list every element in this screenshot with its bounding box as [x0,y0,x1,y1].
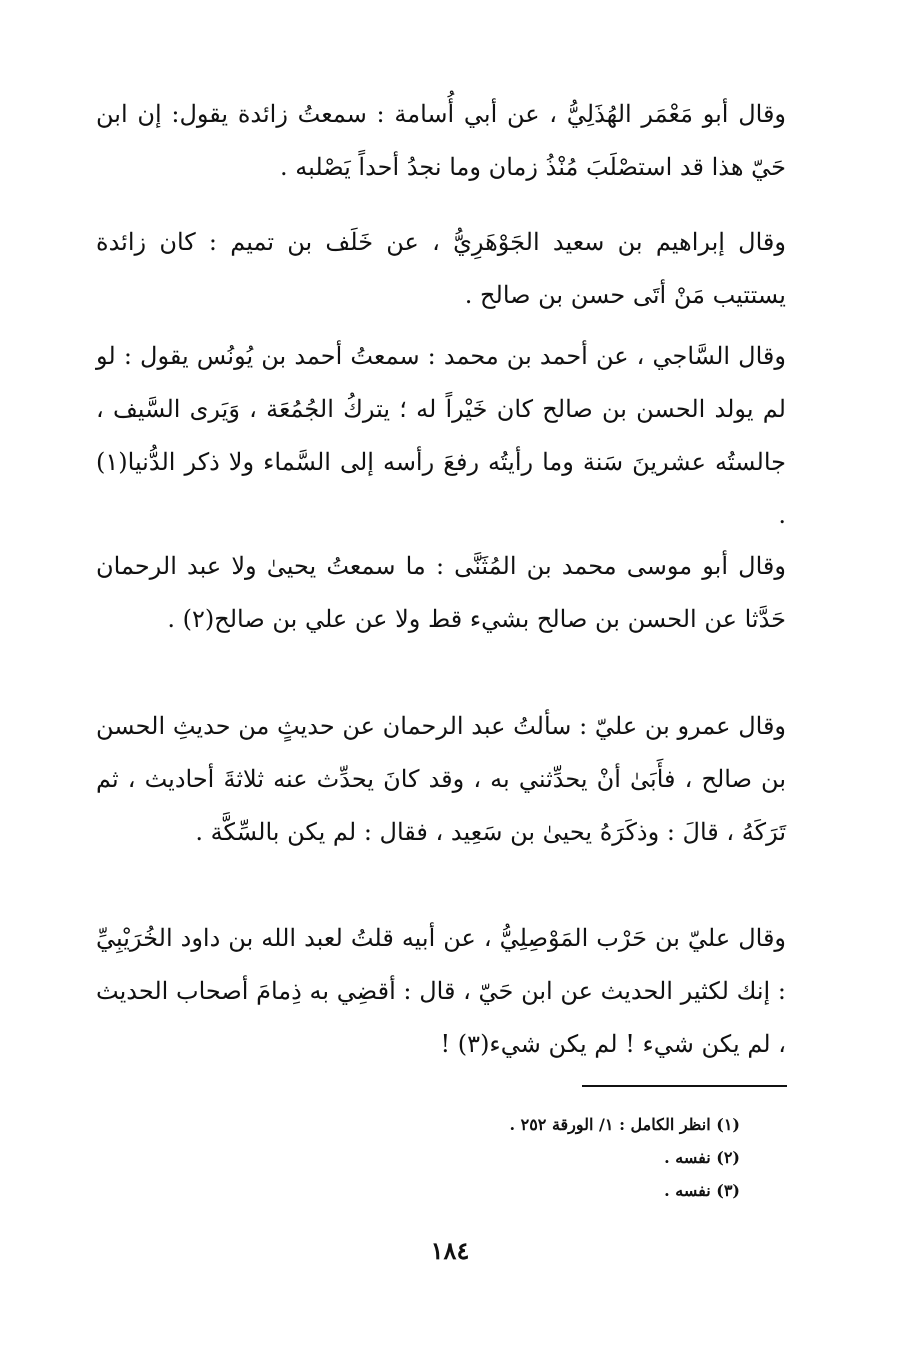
footnote-divider [582,1085,787,1087]
footnotes [300,1108,740,1207]
paragraph-5 [96,700,786,859]
paragraph-6 [96,912,786,1071]
paragraph-1 [96,88,786,194]
paragraph-text: وقال السَّاجي ، عن أحمد بن محمد : سمعتُ أحمد بن يُونُس يقول : لو لم يولد الحسن بن صالح كان خَيْراً له ؛ يتركُ الجُمُعَة ، وَيَرى السَّيف ، جالستُه عشرينَ سَنة وما رأيتُه رفعَ رأسه إلى السَّماء ولا ذكر الدُّنيا(١) . [96,342,786,529]
paragraph-text: وقال إبراهيم بن سعيد الجَوْهَرِيُّ ، عن خَلَف بن تميم : كان زائدة يستتيب مَنْ أتَى حسن بن صالح . [96,228,786,309]
paragraph-text: وقال عليّ بن حَرْب المَوْصِلِيُّ ، عن أبيه قلتُ لعبد الله بن داود الخُرَيْبِيِّ : إنك لكثير الحديث عن ابن حَيّ ، قال : أقضِي به ذِمامَ أصحاب الحديث ، لم يكن شيء ! لم يكن شيء(٣) ! [96,924,786,1058]
footnote-1: (١) انظر الكامل : ١/ الورقة ٢٥٢ . [509,1115,740,1134]
paragraph-text: وقال أبو مَعْمَر الهُذَلِيُّ ، عن أبي أُسامة : سمعتُ زائدة يقول: إن ابن حَيّ هذا قد استصْلَبَ مُنْذُ زمان وما نجدُ أحداً يَصْلبه . [96,100,787,181]
page-number: ١٨٤ [430,1236,470,1265]
footnote-3: (٣) نفسه . [664,1181,740,1200]
footnote-2: (٢) نفسه . [664,1148,740,1167]
paragraph-text: وقال أبو موسى محمد بن المُثَنَّى : ما سمعتُ يحيىٰ ولا عبد الرحمان حَدَّثا عن الحسن بن صالح بشيء قط ولا عن علي بن صالح(٢) . [96,552,786,633]
paragraph-text: وقال عمرو بن عليّ : سألتُ عبد الرحمان عن حديثٍ من حديثِ الحسن بن صالح ، فأَبَىٰ أنْ يحدِّثني به ، وقد كانَ يحدِّث عنه ثلاثةَ أحاديث ، ثم تَرَكَهُ ، قالَ : وذكَرَهُ يحيىٰ بن سَعِيد ، فقال : لم يكن بالسِّكَّة . [96,712,786,846]
paragraph-2 [96,216,786,322]
paragraph-3 [96,330,786,542]
paragraph-4 [96,540,786,646]
